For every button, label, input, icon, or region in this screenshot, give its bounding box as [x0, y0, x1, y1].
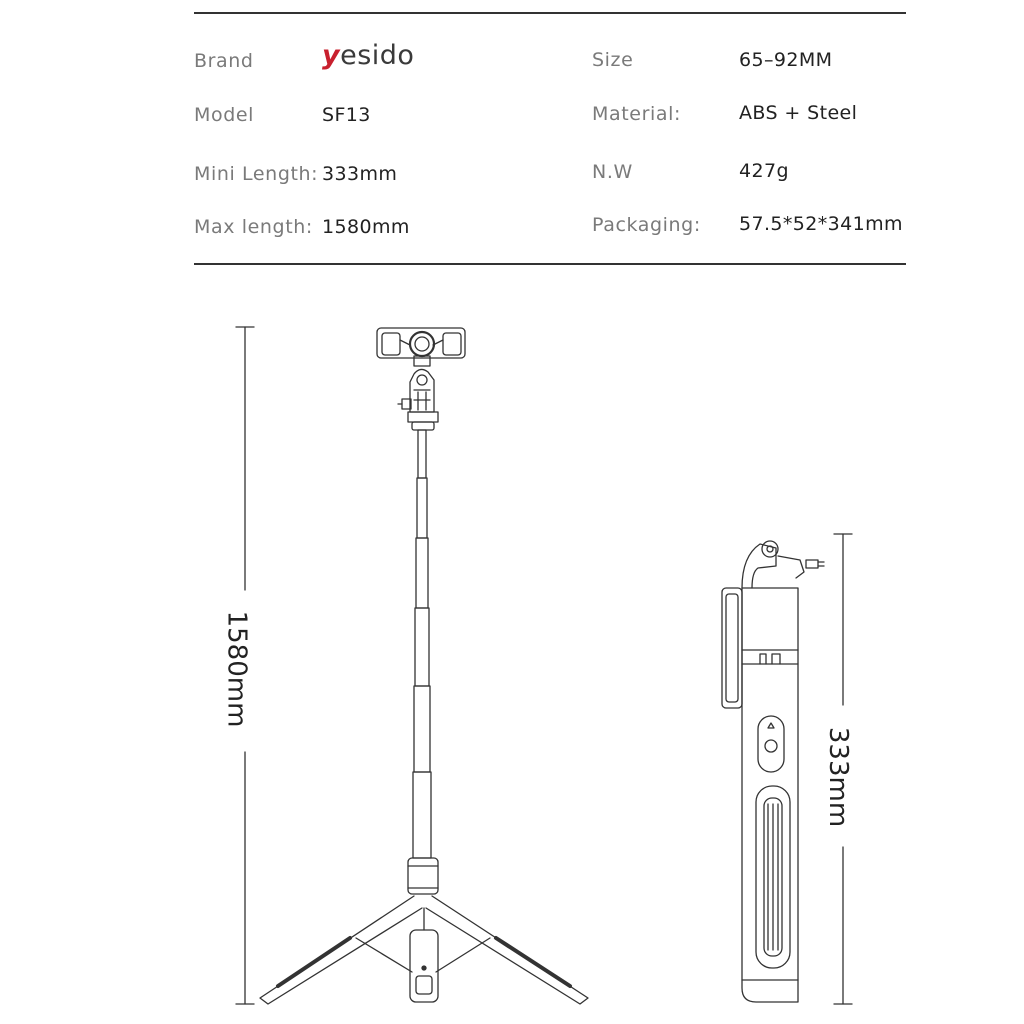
net-weight-value: 427g: [739, 160, 789, 182]
brand-logo-text: esido: [340, 40, 415, 71]
folded-length-label: 333mm: [823, 726, 854, 828]
material-label: Material:: [592, 103, 681, 125]
material-value: ABS + Steel: [739, 102, 858, 124]
max-length-value: 1580mm: [322, 216, 410, 238]
packaging-value: 57.5*52*341mm: [739, 213, 903, 235]
mini-length-label: Mini Length:: [194, 163, 319, 185]
model-label: Model: [194, 104, 255, 126]
size-label: Size: [592, 49, 634, 71]
size-value: 65–92MM: [739, 49, 833, 71]
folded-stick-drawing: [722, 541, 824, 1002]
packaging-label: Packaging:: [592, 214, 701, 236]
extended-length-label: 1580mm: [221, 610, 252, 728]
brand-logo-mark: y: [322, 40, 341, 71]
extended-tripod-drawing: [260, 328, 588, 1004]
max-length-label: Max length:: [194, 216, 313, 238]
brand-label: Brand: [194, 50, 254, 72]
net-weight-label: N.W: [592, 161, 633, 183]
model-value: SF13: [322, 104, 371, 126]
mini-length-value: 333mm: [322, 163, 398, 185]
